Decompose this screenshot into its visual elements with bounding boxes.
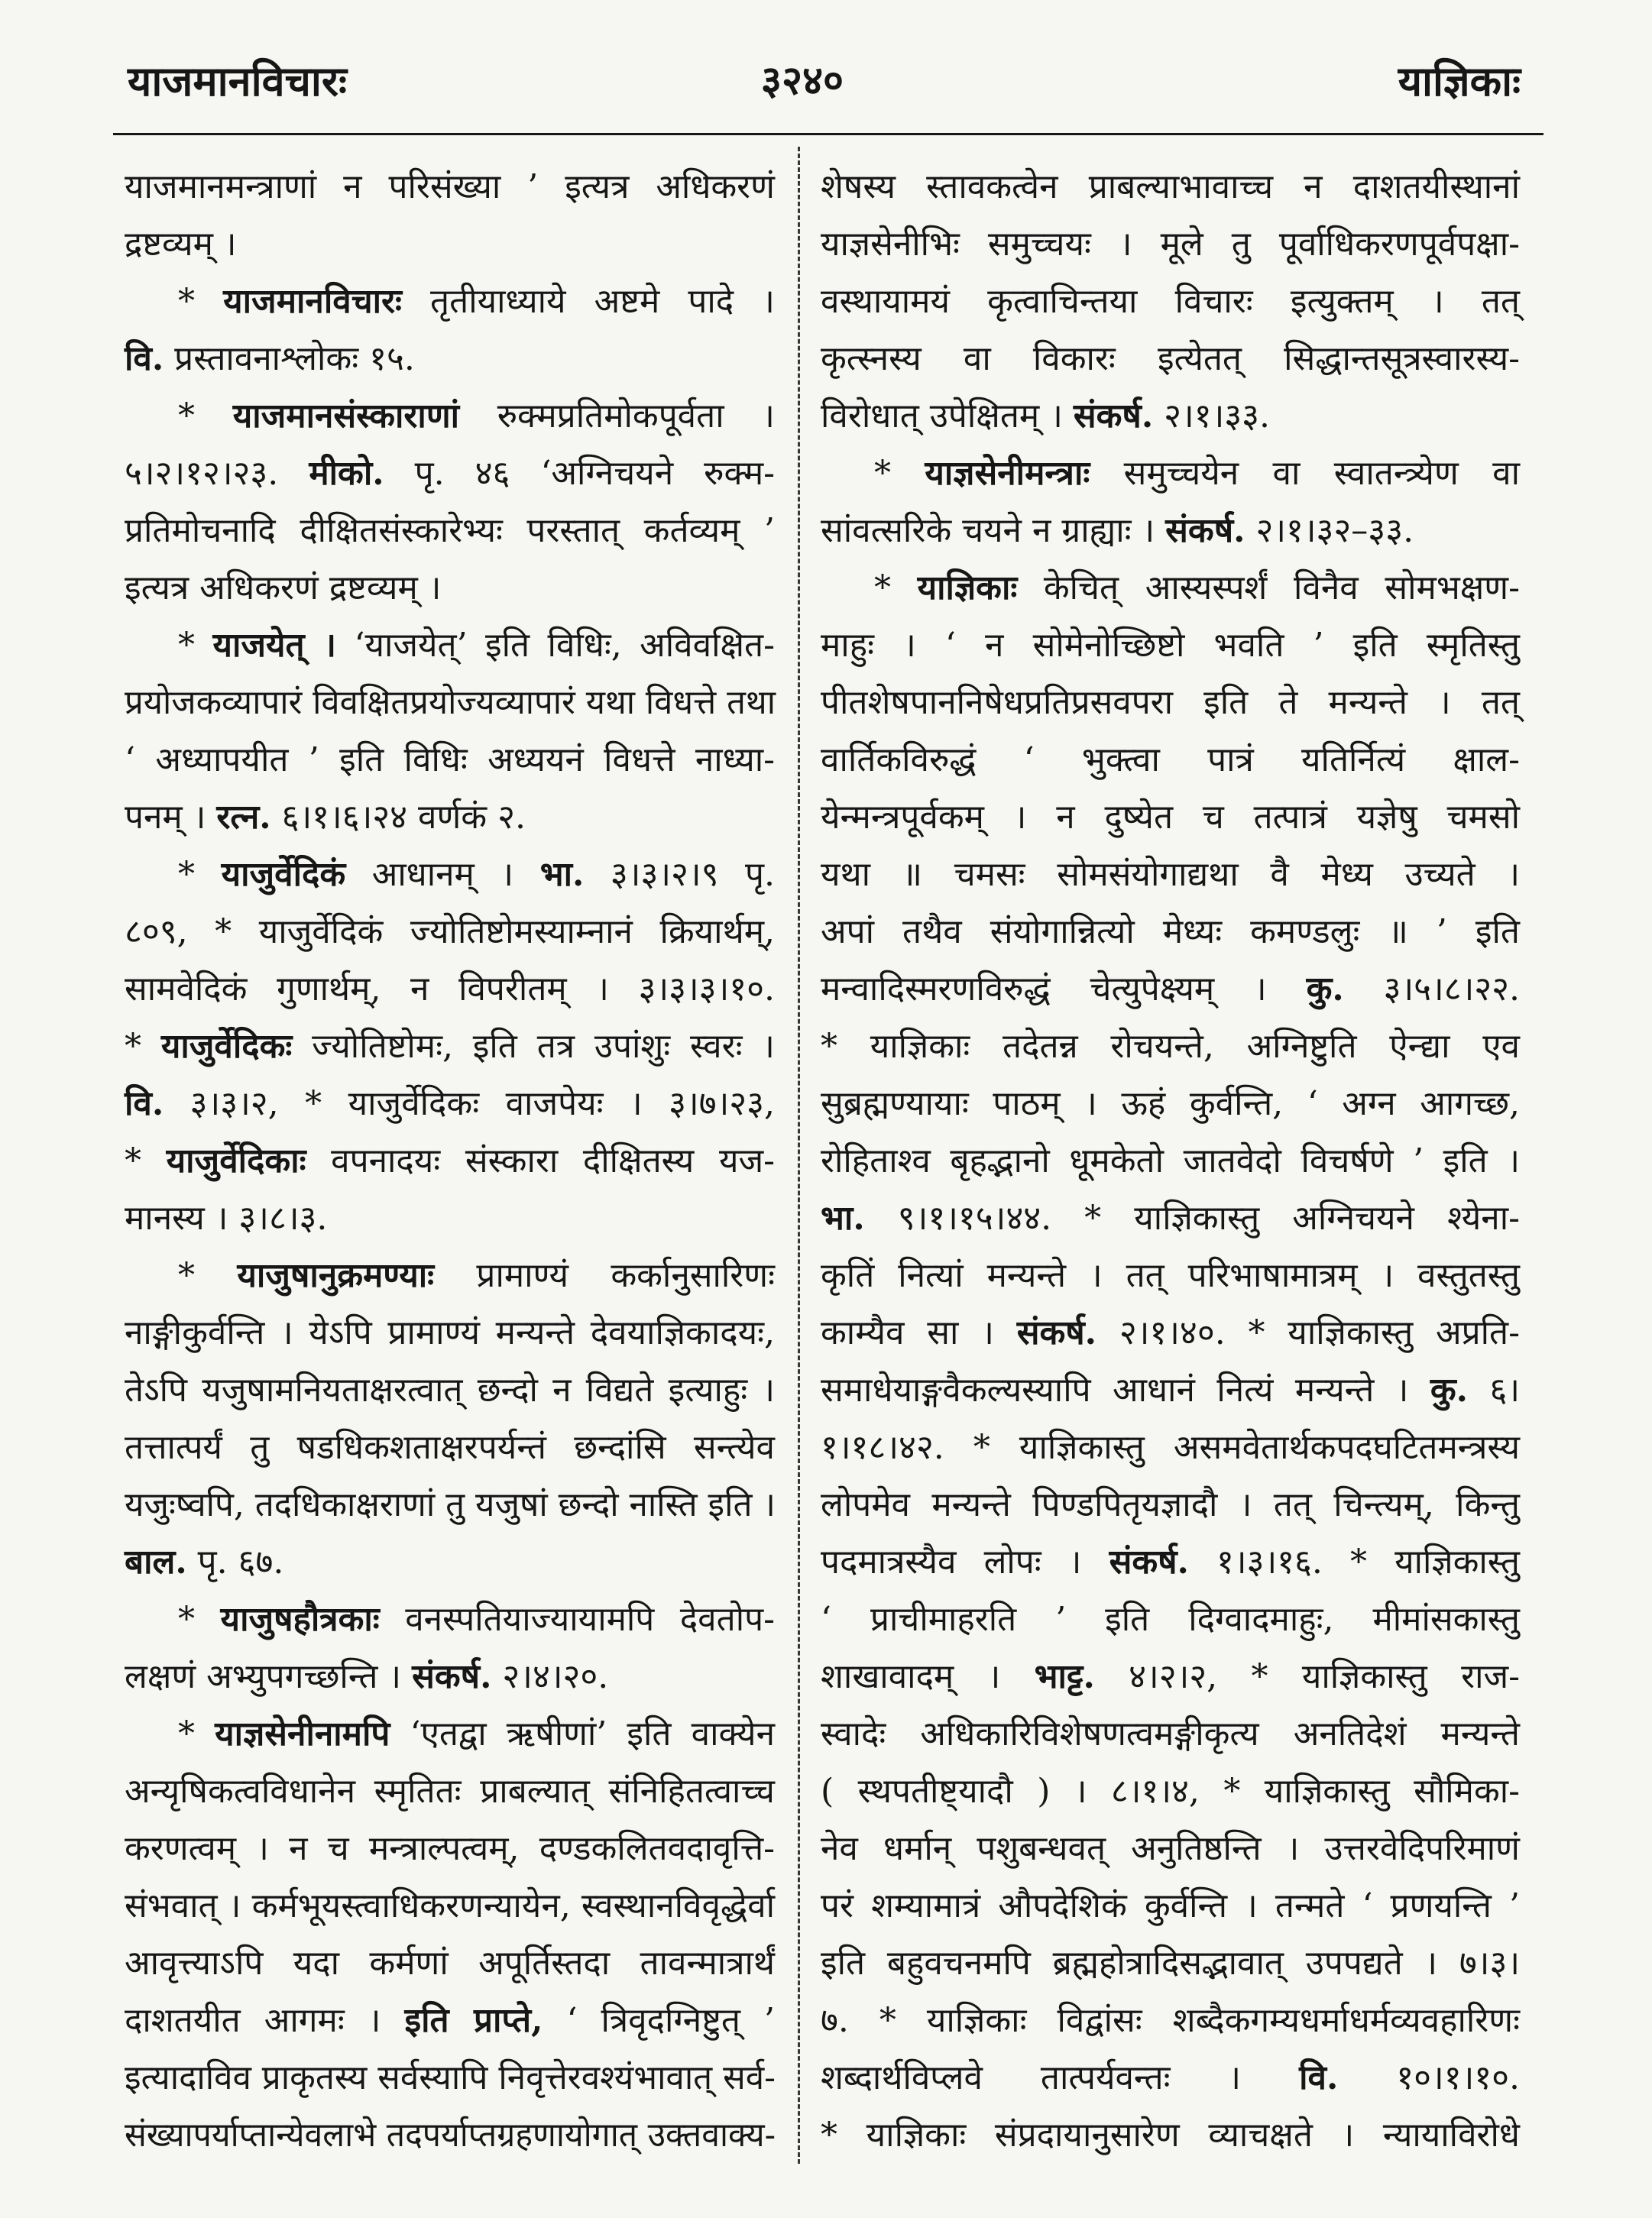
text-line <box>821 1648 1521 1705</box>
text-span: ९।१।१५।४४. * याज्ञिकास्तु अग्निचयने श्येना- <box>864 1199 1520 1238</box>
line-text: याज्ञसेनीभिः समुच्चयः । मूले तु पूर्वाधिकरणपूर्वपक्षा- <box>821 225 1520 264</box>
text-line <box>821 2049 1521 2106</box>
source-reference: संकर्ष. <box>412 1657 492 1696</box>
entry-paragraph <box>125 387 776 617</box>
source-reference: वि. <box>125 1084 164 1123</box>
line-text: आवृत्त्याऽपि यदा कर्मणां अपूर्तिस्तदा तावन्मात्रार्थं <box>125 1944 775 1983</box>
line-text: * याज्ञिकाः संप्रदायानुसारेण व्याचक्षते । न्यायाविरोधे <box>821 2116 1520 2155</box>
line-text: माहुः । ‘ न सोमेनोच्छिष्टो भवति ’ इति स्मृतिस्तु <box>821 626 1520 665</box>
text-line <box>125 2049 776 2106</box>
text-line <box>821 559 1521 617</box>
entry-paragraph <box>821 445 1521 559</box>
source-reference: कु. <box>1306 970 1344 1009</box>
text-line <box>821 617 1521 674</box>
line-text: ‘ प्राचीमाहरति ’ इति दिग्वादमाहुः, मीमांसकास्तु <box>821 1600 1520 1639</box>
line-text: द्रष्टव्यम् । <box>125 225 237 264</box>
text-span: समुच्चयेन वा स्वातन्त्र्येण वा <box>1090 454 1520 493</box>
line-text: अपां तथैव संयोगान्नित्यो मेध्यः कमण्डलुः ॥ ’ इति <box>821 912 1520 951</box>
text-span: * <box>874 454 925 493</box>
text-line <box>821 1591 1521 1648</box>
entry-paragraph <box>125 1705 776 2164</box>
line-text: यजुःष्वपि, तदधिकाक्षराणां तु यजुषां छन्दो नास्ति इति । <box>125 1485 776 1524</box>
text-line <box>821 387 1521 445</box>
text-line <box>125 215 776 273</box>
text-span: काम्यैव सा । <box>821 1313 1017 1352</box>
text-span: * <box>178 855 222 894</box>
entry-paragraph <box>125 273 776 387</box>
running-header-right-headword: याज्ञिकाः <box>1398 57 1521 105</box>
text-span: शाखावादम् । <box>821 1657 1035 1696</box>
text-line <box>125 330 776 387</box>
text-span: पृ. ६७. <box>186 1543 284 1582</box>
text-span: पृ. ४६ ‘अग्निचयने रुक्म- <box>384 454 775 493</box>
line-text: तत्तात्पर्यं तु षडधिकशताक्षरपर्यन्तं छन्दांसि सन्त्येव <box>125 1428 775 1467</box>
line-text <box>821 1648 1520 1705</box>
text-line <box>821 1533 1521 1591</box>
text-span: मन्वादिस्मरणविरुद्धं चेत्युपेक्ष्यम् । <box>821 970 1307 1009</box>
text-span: ६। <box>1468 1371 1521 1410</box>
text-span: २।१।४०. * याज्ञिकास्तु अप्रति- <box>1096 1313 1520 1352</box>
line-text: ‘ अध्यापयीत ’ इति विधिः अध्ययनं विधत्ते नाध्या- <box>125 740 775 779</box>
text-span: शब्दार्थविप्लवे तात्पर्यवन्तः । <box>821 2058 1300 2097</box>
source-reference: वि. <box>125 339 164 378</box>
text-line <box>125 846 776 903</box>
text-line <box>125 1935 776 1992</box>
line-text <box>125 445 775 502</box>
text-line <box>125 1362 776 1419</box>
source-reference: रत्न. <box>216 798 271 837</box>
line-text: नाङ्गीकुर्वन्ति । येऽपि प्रामाण्यं मन्यन्ते देवयाज्ञिकादयः, <box>125 1313 775 1352</box>
headword: याज्ञसेनीनामपि <box>215 1714 390 1753</box>
text-span: रुक्मप्रतिमोकपूर्वता । <box>459 397 775 436</box>
source-reference: भाट्ट. <box>1034 1657 1095 1696</box>
line-text: परं शम्यामात्रं औपदेशिकं कुर्वन्ति । तन्मते ‘ प्रणयन्ति ’ <box>821 1886 1520 1925</box>
headword: याजुर्वेदिकं <box>221 855 346 894</box>
source-reference: भा. <box>539 855 585 894</box>
source-reference: वि. <box>1299 2058 1339 2097</box>
text-line <box>125 1533 776 1591</box>
text-line <box>821 445 1521 502</box>
text-line <box>821 330 1521 387</box>
headword: याज्ञिकाः <box>917 568 1018 607</box>
line-text <box>821 1362 1520 1419</box>
source-reference: संकर्ष. <box>1165 511 1245 550</box>
headword: याजुषानुक्रमण्याः <box>237 1256 435 1295</box>
text-span: लक्षणं अभ्युपगच्छन्ति । <box>125 1657 413 1696</box>
text-line <box>125 158 776 215</box>
source-reference: कु. <box>1430 1371 1468 1410</box>
line-text: सुब्रह्मण्यायाः पाठम् । ऊहं कुर्वन्ति, ‘ अग्न आगच्छ, <box>821 1084 1520 1123</box>
text-line <box>125 2106 776 2164</box>
line-text: येन्मन्त्रपूर्वकम् । न दुष्येत च तत्पात्रं यज्ञेषु चमसो <box>821 798 1520 837</box>
headword: याजुर्वेदिकः <box>160 1027 293 1066</box>
entry-paragraph <box>821 559 1521 2164</box>
text-span: सांवत्सरिके चयने न ग्राह्याः । <box>821 511 1166 550</box>
text-span: १०।१।१०. <box>1338 2058 1520 2097</box>
text-span: वनस्पतियाज्यायामपि देवतोप- <box>379 1600 775 1639</box>
headword: इति प्राप्ते, <box>404 2001 543 2040</box>
text-span: * <box>178 282 224 321</box>
line-text: तेऽपि यजुषामनियताक्षरत्वात् छन्दो न विद्यते इत्याहुः । <box>125 1371 775 1410</box>
entry-paragraph <box>125 158 776 273</box>
text-line <box>821 674 1521 731</box>
line-text: संभवात् । कर्मभूयस्त्वाधिकरणन्यायेन, स्वस्थानविवृद्धेर्वा <box>125 1886 775 1925</box>
text-line <box>821 273 1521 330</box>
line-text <box>178 846 775 903</box>
running-header-left-headword: याजमानविचारः <box>128 57 347 105</box>
text-span: ३।३।२।९ पृ. <box>584 855 775 894</box>
line-text: रोहिताश्व बृहद्भानो धूमकेतो जातवेदो विचर्षणे ’ इति । <box>821 1141 1520 1180</box>
line-text <box>125 1075 775 1132</box>
text-line <box>821 502 1521 559</box>
text-line <box>125 1247 776 1304</box>
text-span: ३।३।२, * याजुर्वेदिकः वाजपेयः । ३।७।२३, <box>164 1084 775 1123</box>
text-line <box>125 617 776 674</box>
line-text: * याज्ञिकाः तदेतन्न रोचयन्ते, अग्निष्टुति ऐन्द्या एव <box>821 1027 1520 1066</box>
text-line <box>125 903 776 960</box>
entry-paragraph <box>125 846 776 1247</box>
entry-paragraph <box>821 158 1521 445</box>
page-number: ३२४० <box>760 57 844 104</box>
line-text: संख्यापर्याप्तान्येवलाभे तदपर्याप्तग्रहणायोगात् उक्तवाक्य- <box>125 2116 776 2155</box>
entry-paragraph <box>125 1591 776 1705</box>
text-span: * <box>178 1600 221 1639</box>
text-line <box>821 731 1521 788</box>
line-text: प्रतिमोचनादि दीक्षितसंस्कारेभ्यः परस्तात् कर्तव्यम् ’ <box>125 511 775 550</box>
text-span: समाधेयाङ्गवैकल्यस्यापि आधानं नित्यं मन्यन्ते । <box>821 1371 1430 1410</box>
column-left <box>125 158 776 2164</box>
line-text: सामवेदिकं गुणार्थम्, न विपरीतम् । ३।३।३।१०. <box>125 970 775 1009</box>
column-divider <box>798 147 800 2164</box>
line-text <box>178 1247 775 1304</box>
text-line <box>125 1419 776 1476</box>
source-reference: संकर्ष. <box>1109 1543 1189 1582</box>
text-span: ६।१।६।२४ वर्णकं २. <box>270 798 526 837</box>
line-text <box>125 1018 775 1075</box>
text-line <box>821 1763 1521 1820</box>
text-line <box>821 1247 1521 1304</box>
text-span: ‘याजयेत्’ इति विधिः, अविवक्षित- <box>336 626 775 665</box>
text-line <box>821 1877 1521 1935</box>
line-text <box>178 387 775 445</box>
text-line <box>821 1304 1521 1362</box>
line-text: नेव धर्मान् पशुबन्धवत् अनुतिष्ठन्ति । उत्तरवेदिपरिमाणं <box>821 1829 1520 1868</box>
line-text <box>821 502 1414 559</box>
text-span: २।४।२०. <box>491 1657 609 1696</box>
line-text: शेषस्य स्तावकत्वेन प्राबल्याभावाच्च न दाशतयीस्थानां <box>821 167 1520 206</box>
text-span: * <box>178 1714 215 1753</box>
text-line <box>125 1992 776 2049</box>
text-span: ‘एतद्वा ऋषीणां’ इति वाक्येन <box>390 1714 775 1753</box>
line-text <box>125 1132 775 1190</box>
text-line <box>821 903 1521 960</box>
line-text <box>178 1705 775 1763</box>
line-text: ८०९, * याजुर्वेदिकं ज्योतिष्टोमस्याम्नानं क्रियार्थम्, <box>125 912 775 951</box>
text-line <box>125 731 776 788</box>
text-line <box>125 674 776 731</box>
text-line <box>125 273 776 330</box>
line-text <box>874 559 1520 617</box>
text-line <box>821 1190 1521 1247</box>
text-span: तृतीयाध्याये अष्टमे पादे । <box>401 282 775 321</box>
text-line <box>125 1763 776 1820</box>
line-text: १।१८।४२. * याज्ञिकास्तु असमवेतार्थकपदघटितमन्त्रस्य <box>821 1428 1520 1467</box>
text-line <box>125 1705 776 1763</box>
text-span: ४।२।२, * याज्ञिकास्तु राज- <box>1094 1657 1520 1696</box>
text-span: पनम् । <box>125 798 217 837</box>
line-text <box>874 445 1520 502</box>
text-span: वपनादयः संस्कारा दीक्षितस्य यज- <box>306 1141 775 1180</box>
line-text: ७. * याज्ञिकाः विद्वांसः शब्दैकगम्यधर्माधर्मव्यवहारिणः <box>821 2001 1520 2040</box>
text-line <box>821 215 1521 273</box>
text-span: ज्योतिष्टोमः, इति तत्र उपांशुः स्वरः । <box>292 1027 775 1066</box>
text-line <box>125 1304 776 1362</box>
text-line <box>125 1190 776 1247</box>
header-rule <box>113 133 1543 135</box>
headword: याजुषहौत्रकाः <box>220 1600 380 1639</box>
text-line <box>821 1075 1521 1132</box>
text-line <box>821 1476 1521 1533</box>
line-text <box>821 1533 1520 1591</box>
text-line <box>821 1018 1521 1075</box>
line-text <box>821 960 1520 1018</box>
text-line <box>125 1476 776 1533</box>
text-span: * <box>178 626 213 665</box>
text-span: पदमात्रस्यैव लोपः । <box>821 1543 1109 1582</box>
text-line <box>125 788 776 846</box>
text-span: * <box>178 397 233 436</box>
text-span: १।३।१६. * याज्ञिकास्तु <box>1188 1543 1520 1582</box>
line-text: याजमानमन्त्राणां न परिसंख्या ’ इत्यत्र अधिकरणं <box>125 167 775 206</box>
source-reference: संकर्ष. <box>1073 397 1154 436</box>
text-line <box>125 1018 776 1075</box>
text-line <box>821 1132 1521 1190</box>
text-line <box>125 1877 776 1935</box>
text-span: प्रामाण्यं कर्कानुसारिणः <box>434 1256 775 1295</box>
source-reference: भा. <box>821 1199 865 1238</box>
line-text: ( स्थपतीष्ट्यादौ ) । ८।१।४, * याज्ञिकास्तु सौमिका- <box>821 1772 1520 1811</box>
line-text: करणत्वम् । न च मन्त्राल्पत्वम्, दण्डकलितवदावृत्ति- <box>125 1829 775 1868</box>
text-line <box>125 1075 776 1132</box>
entry-paragraph <box>125 617 776 846</box>
line-text <box>821 2049 1520 2106</box>
text-span: विरोधात् उपेक्षितम् । <box>821 397 1074 436</box>
text-line <box>125 502 776 559</box>
line-text: इत्यादाविव प्राकृतस्य सर्वस्यापि निवृत्तेरवश्यंभावात् सर्व- <box>125 2058 776 2097</box>
text-line <box>821 1362 1521 1419</box>
line-text <box>821 1190 1520 1247</box>
headword: याजमानसंस्काराणां <box>232 397 460 436</box>
line-text: प्रयोजकव्यापारं विवक्षितप्रयोज्यव्यापारं यथा विधत्ते तथा <box>125 683 776 722</box>
source-reference: संकर्ष. <box>1016 1313 1097 1352</box>
line-text: अन्यृषिकत्वविधानेन स्मृतितः प्राबल्यात् संनिहितत्वाच्च <box>125 1772 775 1811</box>
text-line <box>821 1705 1521 1763</box>
line-text: कृत्स्नस्य वा विकारः इत्येतत् सिद्धान्तसूत्रस्वारस्य- <box>821 339 1520 378</box>
line-text <box>821 1304 1520 1362</box>
line-text <box>125 1648 608 1705</box>
line-text <box>125 1533 283 1591</box>
column-right <box>821 158 1521 2164</box>
text-span: ‘ त्रिवृदग्निष्टुत् ’ <box>543 2001 776 2040</box>
text-line <box>821 2106 1521 2164</box>
text-span: २।१।३२–३३. <box>1245 511 1414 550</box>
source-reference: मीको. <box>309 454 384 493</box>
headword: याजयेत् । <box>212 626 337 665</box>
line-text: इत्यत्र अधिकरणं द्रष्टव्यम् । <box>125 568 442 607</box>
text-line <box>125 387 776 445</box>
text-line <box>821 158 1521 215</box>
text-line <box>821 788 1521 846</box>
source-reference: बाल. <box>125 1543 187 1582</box>
text-line <box>125 445 776 502</box>
text-span: ५।२।१२।२३. <box>125 454 309 493</box>
text-span: ३।५।८।२२. <box>1343 970 1520 1009</box>
headword: याजुर्वेदिकाः <box>166 1141 306 1180</box>
text-line <box>821 1820 1521 1877</box>
line-text: यथा ॥ चमसः सोमसंयोगाद्यथा वै मेध्य उच्यते । <box>821 855 1520 894</box>
line-text <box>178 273 775 330</box>
text-line <box>821 1992 1521 2049</box>
line-text: स्वादेः अधिकारिविशेषणत्वमङ्गीकृत्य अनतिदेशं मन्यन्ते <box>821 1714 1520 1753</box>
text-span: * <box>125 1141 167 1180</box>
line-text: पीतशेषपाननिषेधप्रतिप्रसवपरा इति ते मन्यन्ते । तत् <box>821 683 1520 722</box>
line-text <box>178 617 775 674</box>
line-text: इति बहुवचनमपि ब्रह्महोत्रादिसद्भावात् उपपद्यते । ७।३। <box>821 1944 1520 1983</box>
text-line <box>125 1648 776 1705</box>
text-line <box>125 1820 776 1877</box>
text-span: * <box>125 1027 161 1066</box>
text-line <box>125 1591 776 1648</box>
text-span: दाशतयीत आगमः । <box>125 2001 405 2040</box>
line-text: मानस्य । ३।८।३. <box>125 1199 328 1238</box>
line-text <box>821 387 1270 445</box>
line-text <box>125 788 526 846</box>
line-text: लोपमेव मन्यन्ते पिण्डपितृयज्ञादौ । तत् चिन्त्यम्, किन्तु <box>821 1485 1520 1524</box>
line-text: वार्तिकविरुद्धं ‘ भुक्त्वा पात्रं यतिर्नित्यं क्षाल- <box>821 740 1520 779</box>
text-line <box>821 1419 1521 1476</box>
text-line <box>821 1935 1521 1992</box>
text-line <box>125 1132 776 1190</box>
text-span: केचित् आस्यस्पर्शं विनैव सोमभक्षण- <box>1017 568 1520 607</box>
headword: याजमानविचारः <box>223 282 402 321</box>
line-text <box>125 330 415 387</box>
text-span: प्रस्तावनाश्लोकः १५. <box>164 339 415 378</box>
text-line <box>125 559 776 617</box>
line-text <box>125 1992 775 2049</box>
line-text: वस्थायामयं कृत्वाचिन्तया विचारः इत्युक्तम् । तत् <box>821 282 1520 321</box>
line-text: कृतिं नित्यां मन्यन्ते । तत् परिभाषामात्रम् । वस्तुतस्तु <box>821 1256 1520 1295</box>
text-span: * <box>178 1256 238 1295</box>
text-span: * <box>874 568 918 607</box>
text-line <box>821 846 1521 903</box>
headword: याज्ञसेनीमन्त्राः <box>925 454 1090 493</box>
text-line <box>125 960 776 1018</box>
text-line <box>821 960 1521 1018</box>
text-span: आधानम् । <box>345 855 540 894</box>
entry-paragraph <box>125 1247 776 1591</box>
text-span: २।१।३३. <box>1153 397 1271 436</box>
line-text <box>178 1591 775 1648</box>
